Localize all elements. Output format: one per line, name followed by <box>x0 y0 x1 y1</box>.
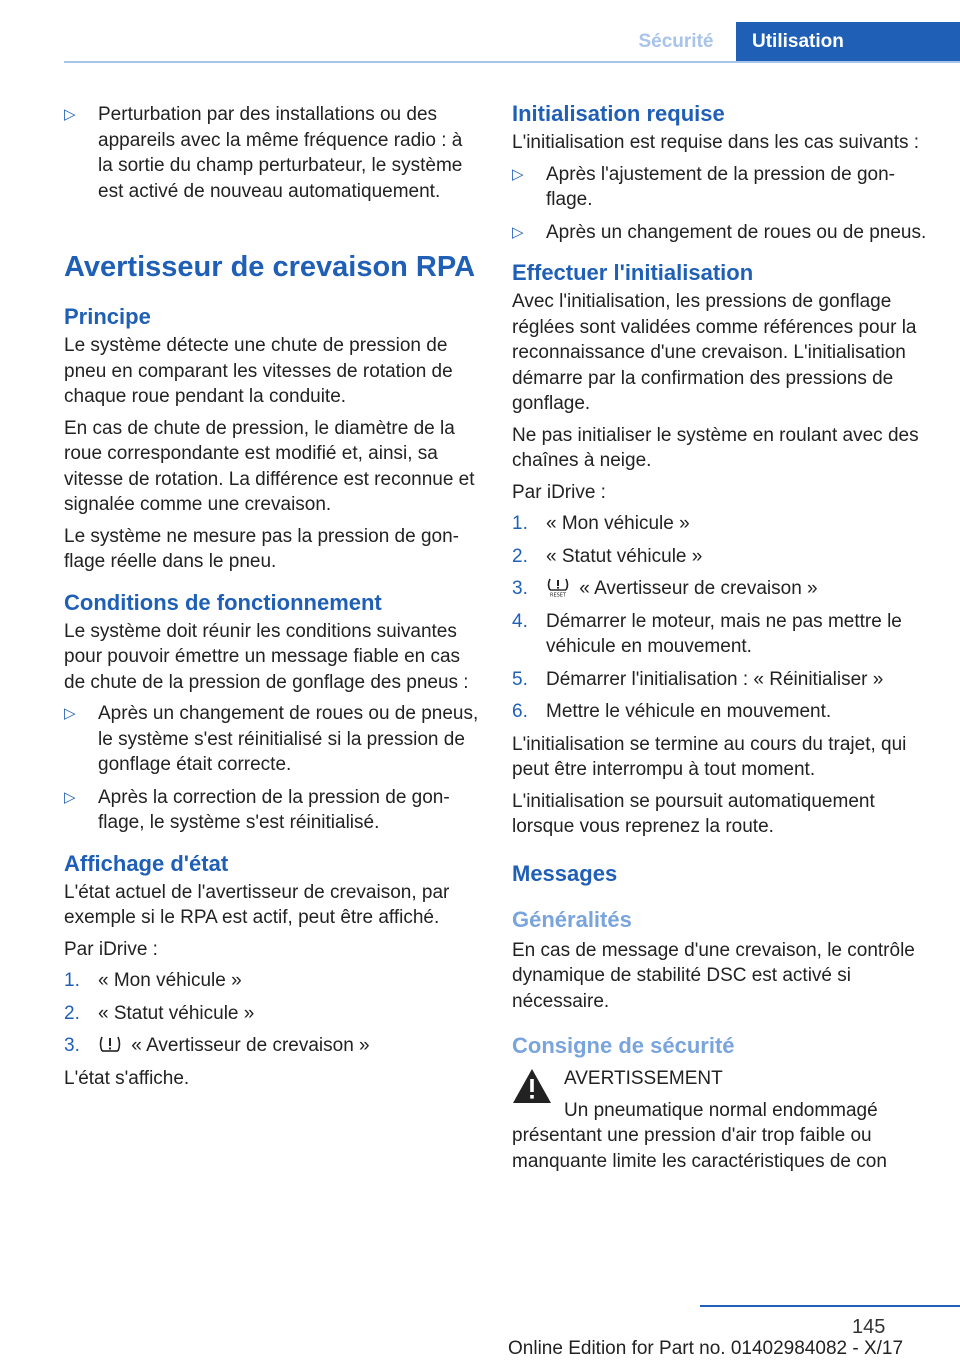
warning-triangle-icon <box>512 1068 552 1104</box>
list-item: ▷ Après un changement de roues ou de pneus. <box>512 220 930 246</box>
paragraph: Avec l'initialisation, les pressions de gonflage réglées sont validées comme références pour la reconnaissance d'une crevaison. L'initialisation démarre par la confirmation des pressions de gonflage. <box>512 291 917 414</box>
section-title: Avertisseur de crevaison RPA <box>64 251 476 283</box>
paragraph: L'état actuel de l'avertisseur de crevaison, par exemple si le RPA est actif, peut être affiché. <box>64 881 450 928</box>
right-column <box>512 100 930 1180</box>
warning-text: Un pneumatique normal endommagé présentant une pression d'air trop faible ou manquante limite les caractéristiques de con <box>512 1099 887 1172</box>
status-steps <box>64 968 482 1059</box>
list-item: 1. « Mon véhicule » <box>512 513 690 534</box>
paragraph: L'initialisation est requise dans les cas suivants : <box>512 132 920 153</box>
list-item: ▷ Après un changement de roues ou de pneus, le système s'est réinitialisé si la pression de gonflage était correcte. <box>64 703 479 775</box>
list-item: 3. RESET « Avertisseur de crevaison » <box>512 578 818 599</box>
paragraph: En cas de message d'une crevaison, le contrôle dynamique de stabilité DSC est activé si nécessaire. <box>512 939 915 1012</box>
paragraph: Ne pas initialiser le système en roulant avec des chaînes à neige. <box>512 424 919 471</box>
heading-status: Affichage d'état <box>64 850 229 876</box>
svg-text:RESET: RESET <box>549 592 567 597</box>
list-item: 3. « Avertisseur de crevaison » <box>64 1035 370 1056</box>
bullet-marker-icon: ▷ <box>512 165 524 183</box>
tire-pressure-reset-icon <box>546 577 570 597</box>
paragraph: Le système ne mesure pas la pression de gonflage réelle dans le pneu. <box>64 525 459 572</box>
tab-chapter: Utilisation <box>736 22 960 62</box>
tire-pressure-icon <box>98 1034 122 1054</box>
bullet-marker-icon: ▷ <box>512 223 524 241</box>
heading-perform-init: Effectuer l'initialisation <box>512 260 754 285</box>
paragraph: Le système détecte une chute de pression de pneu en comparant les vitesses de rotation de chaque roue pendant la conduite. <box>64 335 453 407</box>
idrive-label: Par iDrive : <box>512 481 606 503</box>
footer-divider <box>700 1305 960 1307</box>
init-steps <box>512 511 930 725</box>
page-number: 145 <box>852 1316 886 1338</box>
list-item: 4. Démarrer le moteur, mais ne pas mettre le véhicule en mouvement. <box>512 610 902 657</box>
heading-general: Généralités <box>512 906 632 932</box>
heading-messages: Messages <box>512 860 618 886</box>
list-item: ▷ Après la correction de la pression de gonflage, le système s'est réinitialisé. <box>64 786 450 833</box>
intro-bullet-list <box>64 102 482 204</box>
conditions-bullet-list <box>64 701 482 836</box>
paragraph: L'initialisation se poursuit automatiquement lorsque vous reprenez la route. <box>512 790 875 837</box>
heading-safety: Consigne de sécurité <box>512 1033 735 1058</box>
list-item: 2. « Statut véhicule » <box>512 545 703 567</box>
paragraph: En cas de chute de pression, le diamètre de la roue correspondante est modifié et, ainsi, sa vitesse de rotation. La différence est reconnue et signalée comme une crevaison. <box>64 417 475 515</box>
paragraph: L'initialisation se termine au cours du trajet, qui peut être interrompu à tout moment. <box>512 733 907 780</box>
edition-footer: Online Edition for Part no. 01402984082 - X/17 <box>508 1338 904 1359</box>
warning-block <box>512 1066 930 1174</box>
list-item: 5. Démarrer l'initialisation : « Réinitialiser » <box>512 668 884 690</box>
list-item: ▷ Perturbation par des installations ou des appareils avec la même fréquence radio : à la sortie du champ perturbateur, le système est activé de nouveau automatiquement. <box>64 104 463 202</box>
warning-label: AVERTISSEMENT <box>564 1068 723 1089</box>
paragraph: Le système doit réunir les conditions suivantes pour pouvoir émettre un message fiable en cas de chute de la pression de gonflage des pneus : <box>64 620 469 693</box>
bullet-marker-icon: ▷ <box>64 788 76 806</box>
idrive-label: Par iDrive : <box>64 938 158 960</box>
list-item: ▷ Après l'ajustement de la pression de gonflage. <box>512 163 895 210</box>
list-item: 2. « Statut véhicule » <box>64 1002 255 1024</box>
bullet-marker-icon: ▷ <box>64 705 76 722</box>
bullet-marker-icon: ▷ <box>64 106 76 123</box>
paragraph: L'état s'affiche. <box>64 1067 190 1089</box>
header-divider <box>64 61 960 63</box>
init-required-bullet-list <box>512 162 930 246</box>
heading-principle: Principe <box>64 304 151 329</box>
list-item: 1. « Mon véhicule » <box>64 970 242 991</box>
tab-section: Sécurité <box>638 31 714 52</box>
left-column <box>64 100 482 1097</box>
heading-init-required: Initialisation requise <box>512 101 725 126</box>
list-item: 6. Mettre le véhicule en mouvement. <box>512 701 832 722</box>
heading-conditions: Conditions de fonctionnement <box>64 589 382 615</box>
